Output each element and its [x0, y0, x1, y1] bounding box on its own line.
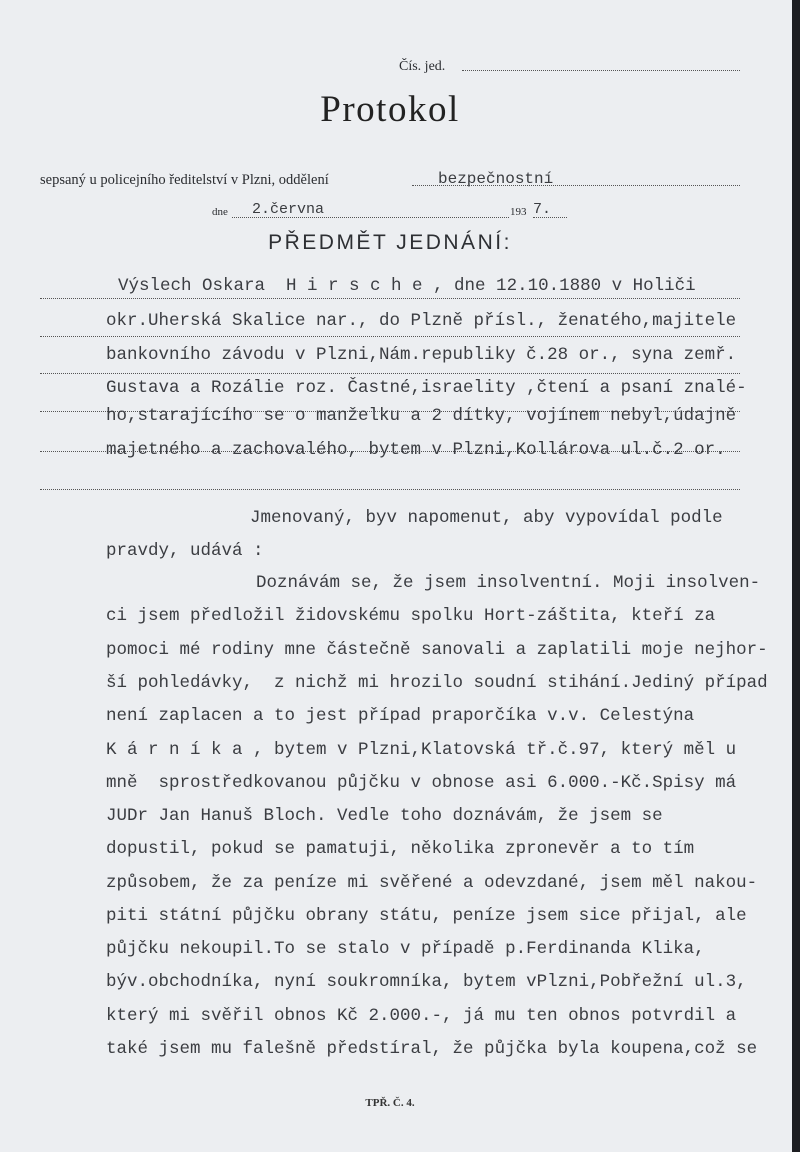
form-rule — [40, 336, 740, 337]
page-edge-shadow — [792, 0, 800, 1152]
form-code-footer: TPŘ. Č. 4. — [365, 1097, 415, 1109]
reference-number-field — [462, 70, 740, 71]
page-title: Protokol — [320, 89, 460, 130]
reference-number-label: Čís. jed. — [399, 59, 446, 74]
body-line: půjčku nekoupil.To se stalo v případě p.Ferdinanda Klika, — [106, 939, 705, 959]
subject-line: ho,starajícího se o manželku a 2 dítky, vojínem nebyl,údajně — [106, 406, 737, 426]
body-line: dopustil, pokud se pamatuji, několika zpronevěr a to tím — [106, 839, 695, 859]
subject-line: Výslech Oskara H i r s c h e , dne 12.10.1880 v Holiči — [118, 276, 696, 296]
body-line: není zaplacen a to jest případ praporčíka v.v. Celestýna — [106, 706, 695, 726]
body-line: mně sprostředkovanou půjčku v obnose asi 6.000.-Kč.Spisy má — [106, 773, 737, 793]
subject-line: Gustava a Rozálie roz. Častné,israelity ,čtení a psaní znalé- — [106, 378, 747, 398]
department-label: sepsaný u policejního ředitelství v Plzni, oddělení — [40, 172, 329, 188]
form-rule — [40, 298, 740, 299]
subject-line: okr.Uherská Skalice nar., do Plzně přísl., ženatého,majitele — [106, 311, 737, 331]
department-value: bezpečnostní — [438, 170, 554, 188]
year-prefix: 193 — [510, 206, 527, 218]
body-line: JUDr Jan Hanuš Bloch. Vedle toho doznávám, že jsem se — [106, 806, 663, 826]
body-line: býv.obchodníka, nyní soukromníka, bytem vPlzni,Pobřežní ul.3, — [106, 972, 747, 992]
date-label: dne — [212, 206, 228, 218]
year-suffix: 7. — [533, 201, 552, 218]
body-line: K á r n í k a , bytem v Plzni,Klatovská tř.č.97, který měl u — [106, 740, 737, 760]
body-line: který mi svěřil obnos Kč 2.000.-, já mu ten obnos potvrdil a — [106, 1006, 737, 1026]
body-line: také jsem mu falešně předstíral, že půjčka byla koupena,což se — [106, 1039, 758, 1059]
form-rule — [40, 489, 740, 490]
body-line: piti státní půjčku obrany státu, peníze jsem sice přijal, ale — [106, 906, 747, 926]
subject-line: bankovního závodu v Plzni,Nám.republiky č.28 or., syna zemř. — [106, 345, 737, 365]
subject-heading: PŘEDMĚT JEDNÁNÍ: — [268, 231, 512, 254]
subject-line: majetného a zachovalého, bytem v Plzni,Kollárova ul.č.2 or. — [106, 440, 726, 460]
body-line: Doznávám se, že jsem insolventní. Moji insolven- — [256, 573, 761, 593]
date-value: 2.června — [252, 201, 325, 218]
body-line: Jmenovaný, byv napomenut, aby vypovídal podle — [250, 508, 723, 528]
year-field-line — [533, 217, 567, 218]
body-line: pomoci mé rodiny mne částečně sanovali a zaplatili moje nejhor- — [106, 640, 768, 660]
body-line: způsobem, že za peníze mi svěřené a odevzdané, jsem měl nakou- — [106, 873, 758, 893]
body-line: ci jsem předložil židovskému spolku Hort-záštita, kteří za — [106, 606, 716, 626]
form-rule — [40, 373, 740, 374]
body-line: pravdy, udává : — [106, 541, 264, 561]
body-line: ší pohledávky, z nichž mi hrozilo soudní stihání.Jediný případ — [106, 673, 768, 693]
